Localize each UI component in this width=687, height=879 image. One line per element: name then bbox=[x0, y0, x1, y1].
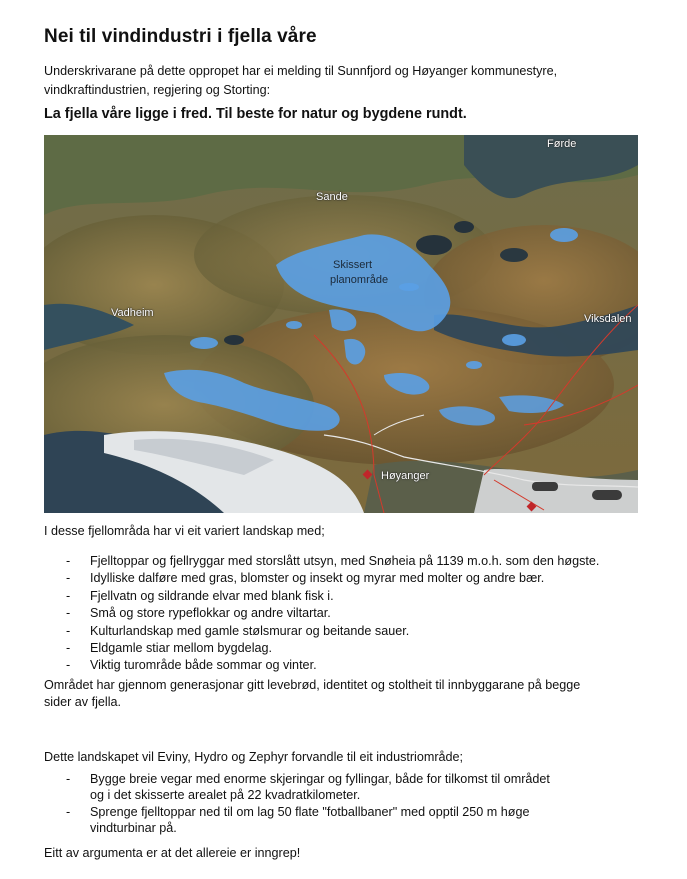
industry-item-1-line-1: Bygge breie vegar med enorme skjeringar og fyllingar, både for tilkomst til området bbox=[90, 772, 550, 786]
landscape-intro: I desse fjellområda har vi eit variert landskap med; bbox=[44, 524, 325, 538]
industry-item-2-line-1: Sprenge fjelltoppar ned til om lag 50 flate "fotballbaner" med opptil 250 m høge bbox=[90, 805, 530, 819]
landscape-list bbox=[44, 553, 654, 675]
list-item: - Fjellvatn og sildrande elvar med blank fisk i. bbox=[44, 588, 654, 605]
slogan: La fjella våre ligge i fred. Til beste for natur og bygdene rundt. bbox=[44, 106, 467, 122]
heritage-line-1: Området har gjennom generasjonar gitt levebrød, identitet og stoltheit til innbyggarane på begge bbox=[44, 678, 581, 692]
page-title: Nei til vindindustri i fjella våre bbox=[44, 26, 317, 47]
list-item: - Viktig turområde både sommar og vinter. bbox=[44, 657, 654, 674]
map-label-viksdalen: Viksdalen bbox=[584, 313, 632, 325]
list-item bbox=[44, 804, 654, 836]
intro-paragraph bbox=[44, 62, 644, 100]
intro-line-2: vindkraftindustrien, regjering og Storting: bbox=[44, 83, 271, 97]
map-image bbox=[44, 135, 638, 513]
intro-line-1: Underskrivarane på dette oppropet har ei melding til Sunnfjord og Høyanger kommunestyre, bbox=[44, 64, 558, 78]
map-label-hoyanger: Høyanger bbox=[381, 470, 430, 482]
map-label-forde: Førde bbox=[547, 138, 577, 150]
heritage-paragraph bbox=[44, 677, 634, 711]
list-item: - Idylliske dalføre med gras, blomster og insekt og myrar med molter og andre bær. bbox=[44, 570, 654, 587]
heritage-line-2: sider av fjella. bbox=[44, 695, 121, 709]
industry-item-2-line-2: vindturbinar på. bbox=[90, 821, 177, 835]
list-item: - Kulturlandskap med gamle stølsmurar og beitande sauer. bbox=[44, 623, 654, 640]
map-label-planomrade-2: planområde bbox=[330, 274, 389, 286]
list-item: - Små og store rypeflokkar og andre viltartar. bbox=[44, 605, 654, 622]
industry-item-1-line-2: og i det skisserte arealet på 22 kvadratkilometer. bbox=[90, 788, 361, 802]
list-item: - Fjelltoppar og fjellryggar med storslått utsyn, med Snøheia på 1139 m.o.h. som den høgste. bbox=[44, 553, 654, 570]
list-item bbox=[44, 771, 654, 803]
map-label-planomrade-1: Skissert bbox=[333, 259, 373, 271]
map-label-vadheim: Vadheim bbox=[111, 307, 154, 319]
closing-statement: Eitt av argumenta er at det allereie er inngrep! bbox=[44, 846, 301, 860]
industry-intro: Dette landskapet vil Eviny, Hydro og Zephyr forvandle til eit industriområde; bbox=[44, 750, 464, 764]
list-item: - Eldgamle stiar mellom bygdelag. bbox=[44, 640, 654, 657]
map-label-sande: Sande bbox=[316, 191, 348, 203]
industry-list bbox=[44, 771, 654, 837]
